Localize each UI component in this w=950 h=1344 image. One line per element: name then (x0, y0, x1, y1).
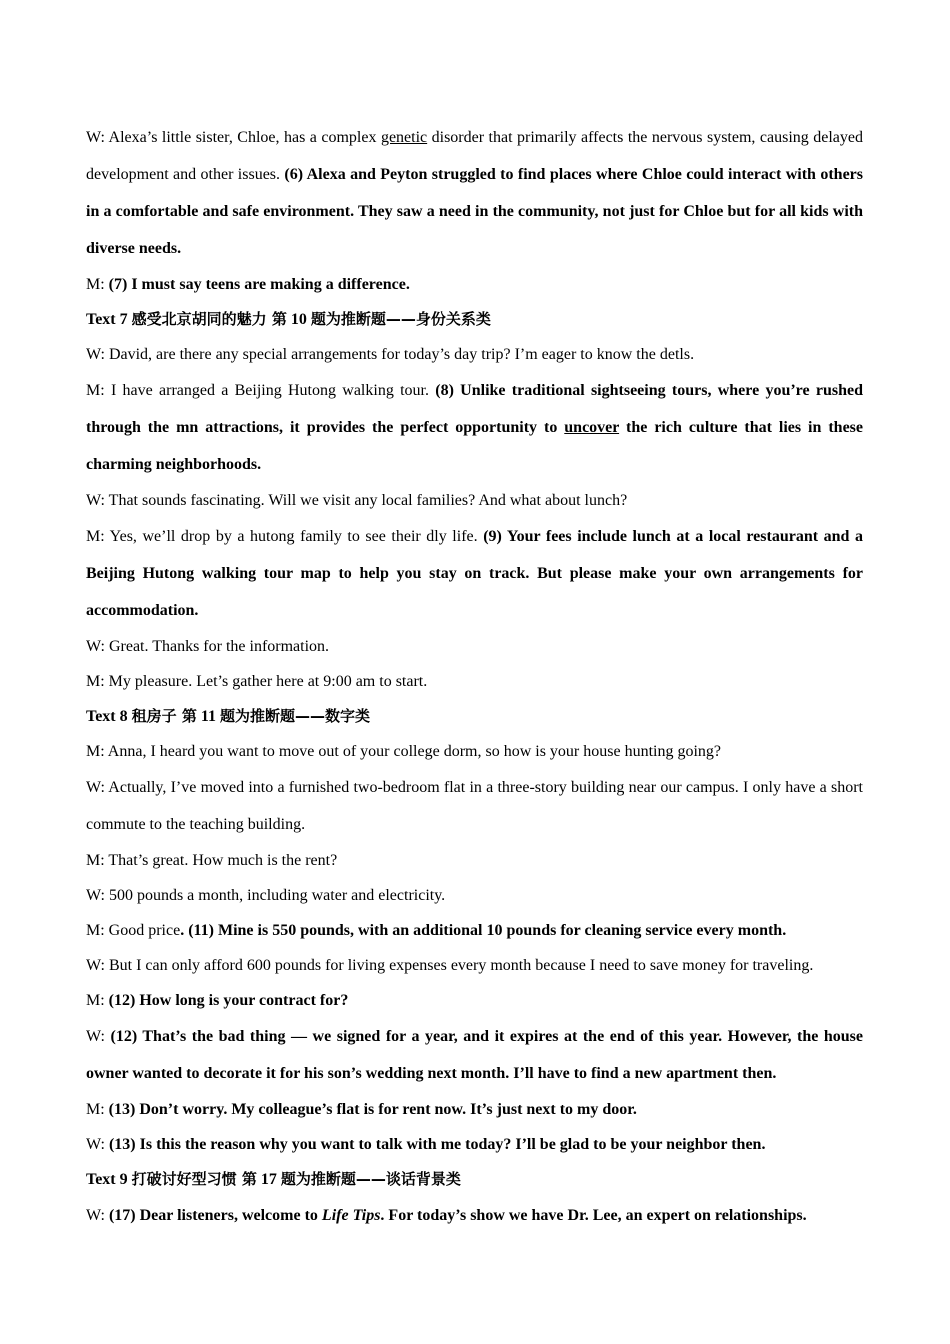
paragraph-day-trip: W: David, are there any special arrangements for today’s day trip? I’m eager to know the detls. (86, 346, 695, 363)
paragraph-q8 (86, 372, 863, 483)
heading-question-number: 10 (286, 311, 311, 328)
speaker-label: M: (86, 1101, 109, 1118)
paragraph-house-hunting: M: Anna, I heard you want to move out of your college dorm, so how is your house hunting going? (86, 743, 722, 760)
heading-question-number: 11 (196, 708, 220, 725)
speaker-label: W: (86, 1207, 109, 1224)
speaker-label: M: (86, 992, 109, 1009)
paragraph-q17 (86, 1197, 863, 1234)
underlined-word: genetic (380, 129, 428, 146)
heading-question-type: 题为推断题——数字类 (220, 707, 371, 725)
speaker-text: W: Alexa’s little sister, Chloe, has a complex (86, 129, 381, 146)
answer-key-text: (12) That’s the bad thing — we signed for a year, and it expires at the end of this year. However, the house owner wanted to decorate it for his son’s wedding next month. I’ll have to find a new apartment then. (86, 1028, 864, 1082)
transcript-body (86, 119, 863, 1234)
show-title: Life Tips (321, 1207, 381, 1224)
speaker-label: W: (86, 1028, 111, 1045)
answer-key-text: (12) How long is your contract for? (108, 992, 349, 1009)
answer-key-text: (13) Is this the reason why you want to talk with me today? I’ll be glad to be your neighbor then. (108, 1136, 766, 1153)
paragraph-q13-colleague (86, 1092, 863, 1127)
section-heading-text-8 (86, 699, 863, 734)
paragraph-rent-question: M: That’s great. How much is the rent? (86, 852, 338, 869)
answer-key-text: (6) Alexa and Peyton struggled to find places where Chloe could interact with others in a comfortable and safe environment. They saw a need in the community, not just for Chloe but for all kids with diverse needs. (86, 166, 863, 257)
heading-topic: 打破讨好型习惯 第 (131, 1170, 257, 1188)
paragraph-q12-answer (86, 1018, 863, 1092)
answer-key-text: (17) Dear listeners, welcome to (108, 1207, 322, 1224)
paragraph-q9 (86, 518, 863, 629)
answer-key-text: (13) Don’t worry. My colleague’s flat is for rent now. It’s just next to my door. (108, 1101, 637, 1118)
speaker-label: W: (86, 1136, 109, 1153)
section-heading-text-9 (86, 1162, 863, 1197)
paragraph-gather: M: My pleasure. Let’s gather here at 9:00 am to start. (86, 673, 428, 690)
answer-key-text: . For today’s show we have Dr. Lee, an expert on relationships. (380, 1207, 807, 1224)
answer-key-text: . (11) Mine is 550 pounds, with an additional 10 pounds for cleaning service every month. (180, 922, 787, 939)
heading-number: Text 7 (86, 311, 132, 328)
paragraph-q7 (86, 267, 863, 302)
answer-key-text: (8) Unlike traditional sightseeing tours, where you’re rushed through the mn attractions, it provides the perfect opportunity to (86, 382, 863, 436)
answer-key-text: (7) I must say teens are making a difference. (108, 276, 410, 293)
paragraph-thanks: W: Great. Thanks for the information. (86, 638, 330, 655)
paragraph-local-families: W: That sounds fascinating. Will we visit any local families? And what about lunch? (86, 492, 628, 509)
paragraph-q11 (86, 913, 863, 948)
plain-text: M: I have arranged a Beijing Hutong walking tour. (86, 382, 436, 399)
heading-topic: 感受北京胡同的魅力 第 (131, 310, 287, 328)
speaker-label: M: (86, 276, 109, 293)
heading-number: Text 8 (86, 708, 132, 725)
heading-question-number: 17 (256, 1171, 281, 1188)
paragraph-rent-answer: W: 500 pounds a month, including water and electricity. (86, 887, 446, 904)
paragraph-furnished-flat: W: Actually, I’ve moved into a furnished two-bedroom flat in a three-story building near our campus. I only have a short commute to the teaching building. (86, 779, 863, 833)
plain-text: disorder that primarily affects the nervous system, causing delayed development and other issues. (86, 129, 864, 183)
heading-question-type: 题为推断题——谈话背景类 (280, 1170, 461, 1188)
answer-key-text: (9) Your fees include lunch at a local restaurant and a Beijing Hutong walking tour map to help you stay on track. But please make your own arrangements for accommodation. (86, 528, 863, 619)
paragraph-q13-neighbor (86, 1127, 863, 1162)
paragraph-living-expenses: W: But I can only afford 600 pounds for living expenses every month because I need to save money for traveling. (86, 957, 814, 974)
paragraph-alexa-chloe (86, 119, 863, 267)
heading-question-type: 题为推断题——身份关系类 (310, 310, 491, 328)
section-heading-text-7 (86, 302, 863, 337)
paragraph-q12-question (86, 983, 863, 1018)
plain-text: M: Yes, we’ll drop by a hutong family to see their dly life. (86, 528, 484, 545)
heading-topic: 租房子 第 (131, 707, 197, 725)
plain-text: M: Good price (86, 922, 181, 939)
heading-number: Text 9 (86, 1171, 132, 1188)
underlined-word: uncover (564, 419, 620, 436)
answer-key-text: the rich culture that lies in these charming neighborhoods. (86, 419, 864, 473)
